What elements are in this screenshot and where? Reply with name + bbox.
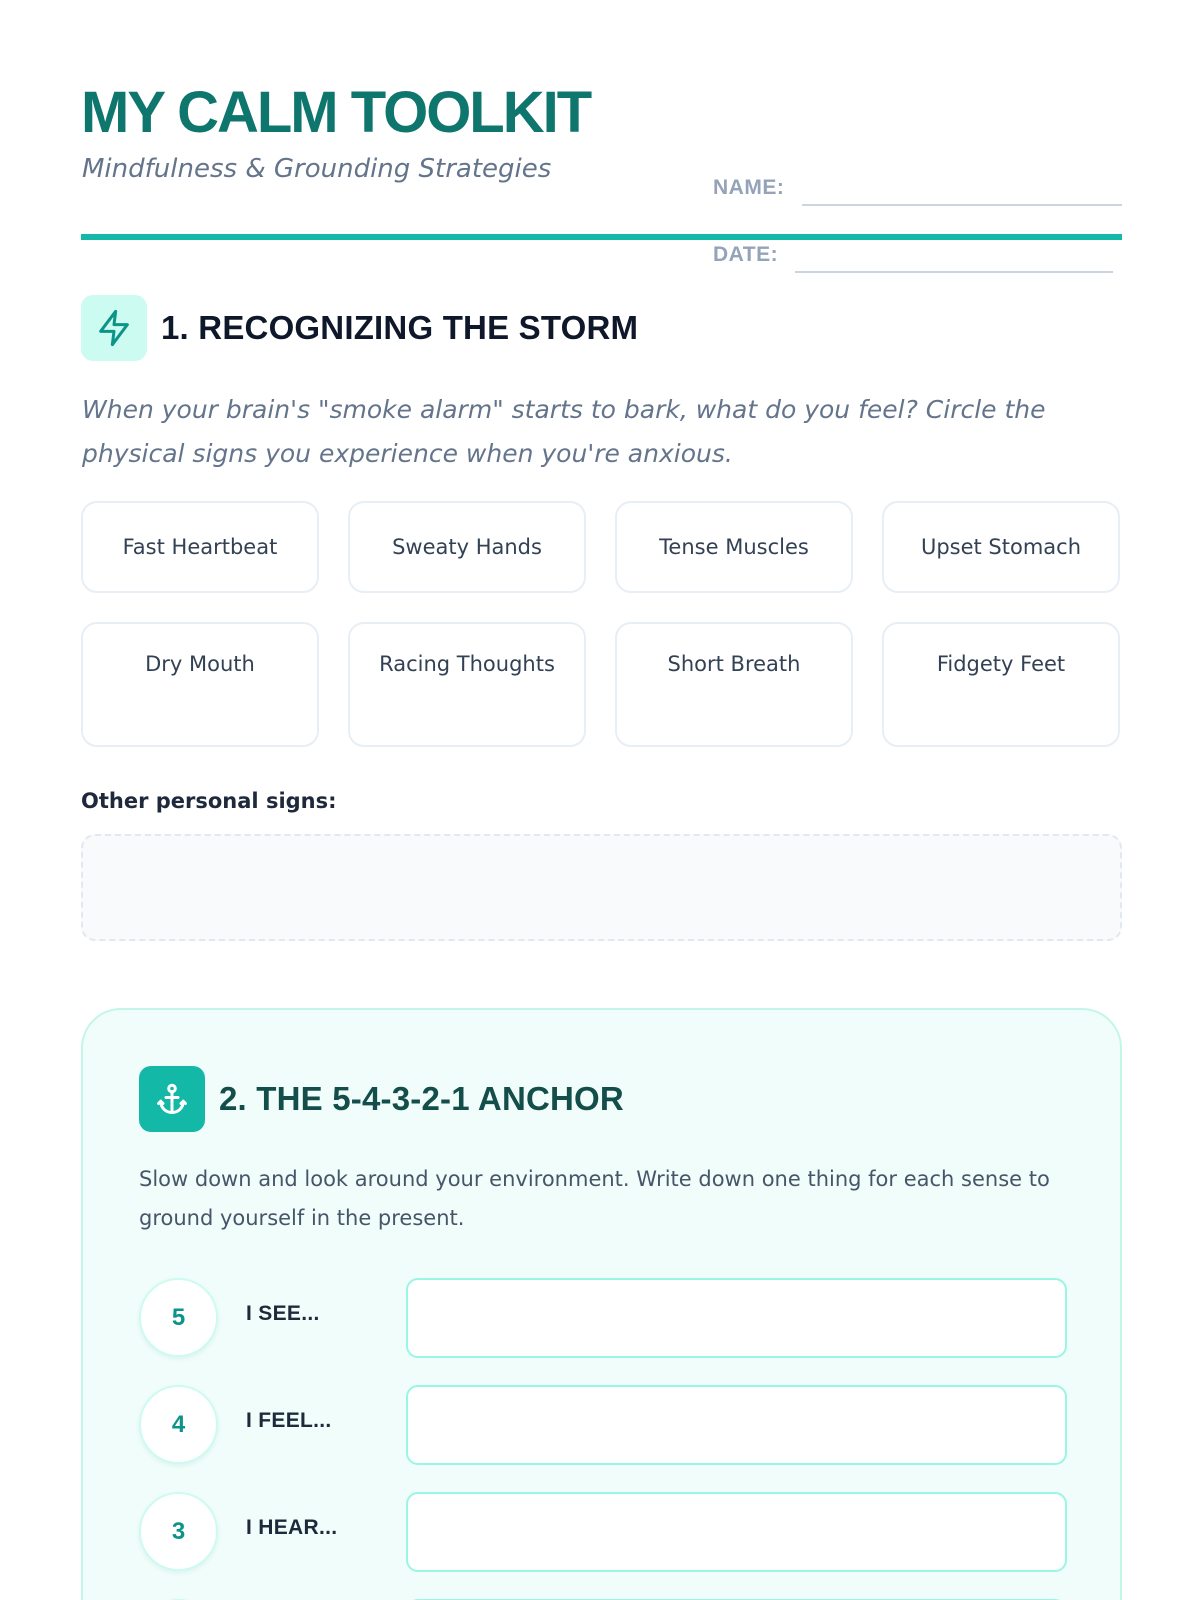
sense-number: 3 — [139, 1492, 218, 1571]
lightning-bolt-icon — [81, 295, 147, 361]
chip-short-breath[interactable]: Short Breath — [615, 622, 853, 747]
other-signs-input[interactable] — [81, 834, 1122, 941]
section-1-heading — [81, 295, 638, 361]
name-line[interactable] — [802, 204, 1122, 206]
name-label: NAME: — [713, 176, 785, 199]
sense-number: 5 — [139, 1278, 218, 1357]
section-2-intro: Slow down and look around your environment. Write down one thing for each sense to ground yourself in the present. — [139, 1167, 1050, 1230]
date-line[interactable] — [795, 271, 1113, 273]
date-label: DATE: — [713, 243, 779, 266]
hear-input[interactable] — [406, 1492, 1067, 1572]
chip-sweaty-hands[interactable]: Sweaty Hands — [348, 501, 586, 593]
chip-racing-thoughts[interactable]: Racing Thoughts — [348, 622, 586, 747]
see-input[interactable] — [406, 1278, 1067, 1358]
section-2-title: 2. THE 5-4-3-2-1 ANCHOR — [219, 1080, 624, 1117]
sense-label: I HEAR... — [246, 1516, 338, 1539]
other-signs-label: Other personal signs: — [81, 789, 337, 813]
symptom-chips — [81, 501, 1122, 747]
name-field[interactable] — [713, 166, 1122, 206]
page-title: MY CALM TOOLKIT — [81, 80, 591, 145]
chip-upset-stomach[interactable]: Upset Stomach — [882, 501, 1120, 593]
section-1-title: 1. RECOGNIZING THE STORM — [161, 309, 639, 346]
chip-fast-heartbeat[interactable]: Fast Heartbeat — [81, 501, 319, 593]
sense-row-see — [139, 1278, 1067, 1358]
section-1-intro: When your brain's "smoke alarm" starts to bark, what do you feel? Circle the physical signs you experience when you're anxious. — [82, 395, 1046, 468]
page-subtitle: Mindfulness & Grounding Strategies — [82, 154, 552, 184]
chip-fidgety-feet[interactable]: Fidgety Feet — [882, 622, 1120, 747]
sense-label: I SEE... — [246, 1302, 320, 1325]
section-2-heading — [139, 1066, 624, 1132]
anchor-icon — [139, 1066, 205, 1132]
header-divider — [81, 234, 1122, 240]
sense-row-hear — [139, 1492, 1067, 1572]
anchor-card — [81, 1008, 1122, 1600]
feel-input[interactable] — [406, 1385, 1067, 1465]
sense-row-feel — [139, 1385, 1067, 1465]
sense-number: 4 — [139, 1385, 218, 1464]
chip-dry-mouth[interactable]: Dry Mouth — [81, 622, 319, 747]
chip-tense-muscles[interactable]: Tense Muscles — [615, 501, 853, 593]
worksheet-header — [81, 80, 1122, 266]
sense-label: I FEEL... — [246, 1409, 332, 1432]
